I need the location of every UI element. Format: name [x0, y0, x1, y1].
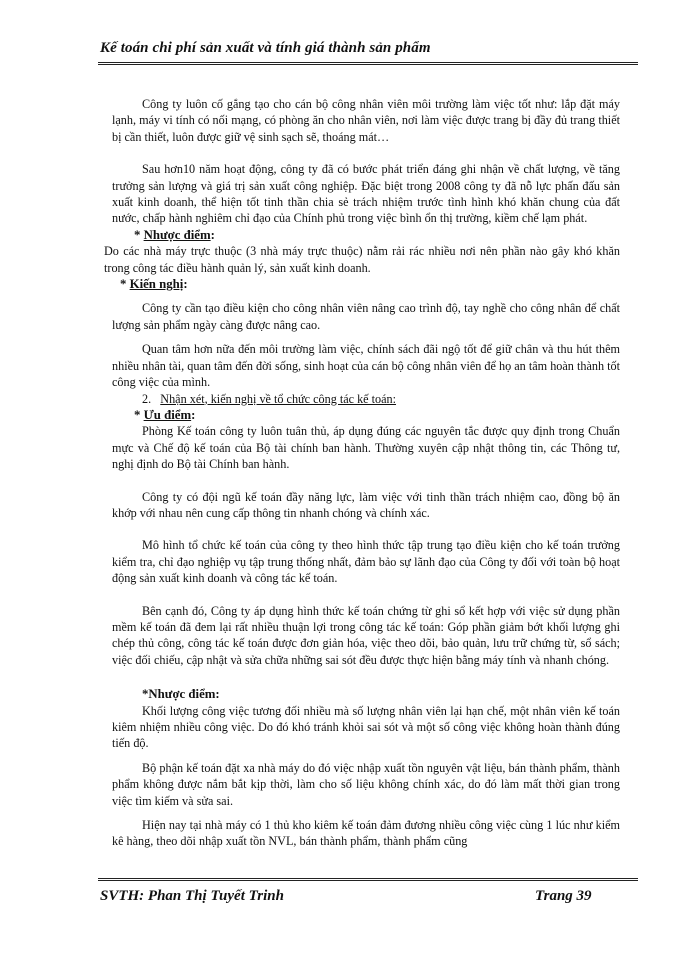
paragraph: Bộ phận kế toán đặt xa nhà máy do đó việc nhập xuất tồn nguyên vật liệu, bán thành phẩm, thành phẩm không được nắm bắt kịp thời, làm cho số liệu không chính xác, do đó làm mất thời gian trong việc tìm kiếm và sửa sai. [112, 760, 620, 808]
paragraph: Bên cạnh đó, Công ty áp dụng hình thức kế toán chứng từ ghi sổ kết hợp với việc sử dụng phần mềm kế toán đã đem lại rất nhiều thuận lợi trong công tác kế toán: Góp phần giảm bớt khối lượng ghi chép thủ công, công tác kế toán được đơn giản hóa, việc theo dõi, bảo quản, lưu trữ chứng từ, sổ sách; việc đối chiếu, cập nhật và sửa chữa những sai sót đều được thực hiện bằng máy tính và nhanh chóng. [112, 603, 620, 667]
paragraph: Công ty cần tạo điều kiện cho công nhân viên nâng cao trình độ, tay nghề cho công nhân để chất lượng sản phẩm ngày càng được nâng cao. [112, 301, 620, 332]
paragraph: Quan tâm hơn nữa đến môi trường làm việc, chính sách đãi ngộ tốt để giữ chân và thu hút thêm nhiều nhân tài, quan tâm đến đời sống, sinh hoạt của cán bộ công nhân viên để họ an tâm hoàn thành tốt công việc của mình. [112, 342, 620, 390]
paragraph: Công ty có đội ngũ kế toán đầy năng lực, làm việc với tinh thần trách nhiệm cao, đồng bộ ăn khớp với nhau nên cung cấp thông tin nhanh chóng và chính xác. [112, 489, 620, 520]
paragraph: Công ty luôn cố gắng tạo cho cán bộ công nhân viên môi trường làm việc tốt như: lắp đặt máy lạnh, máy vi tính có nối mạng, có phòng ăn cho nhân viên, nơi làm việc được trang bị đầy đủ trang thiết bị cần thiết, luôn được giữ vệ sinh sạch sẽ, thoáng mát… [112, 97, 620, 144]
document-body [104, 96, 620, 850]
paragraph: Mô hình tổ chức kế toán của công ty theo hình thức tập trung tạo điều kiện cho kế toán trưởng kiểm tra, chỉ đạo nghiệp vụ tập trung thống nhất, đảm bảo sự lãnh đạo của Công ty đối với toàn bộ hoạt động sản xuất kinh doanh và công tác kế toán. [112, 538, 620, 586]
paragraph: Khối lượng công việc tương đối nhiều mà số lượng nhân viên lại hạn chế, một nhân viên kế toán kiêm nhiệm nhiều công việc. Do đó khó tránh khỏi sai sót và một số công việc không hoàn thành đúng tiến độ. [112, 703, 620, 751]
header-divider [98, 62, 638, 65]
footer-divider [98, 878, 638, 881]
footer-author: SVTH: Phan Thị Tuyết Trinh [100, 888, 284, 904]
paragraph: Do các nhà máy trực thuộc (3 nhà máy trực thuộc) nằm rải rác nhiều nơi nên phần nào gây khó khăn trong công tác điều hành quản lý, sản xuất kinh doanh. [104, 244, 620, 275]
header-title: Kế toán chi phí sản xuất và tính giá thành sản phẩm [100, 40, 431, 56]
paragraph: Sau hơn10 năm hoạt động, công ty đã có bước phát triển đáng ghi nhận về chất lượng, về tăng trưởng sản lượng và giá trị sản xuất công nghiệp. Đặc biệt trong 2008 công ty đã nỗ lực phấn đấu sản xuất kinh doanh, thể hiện tốt tinh thần chia sẻ trách nhiệm trước tình hình khó khăn chung của đất nước, chấp hành nghiêm chỉ đạo của Chính phủ trong việc bình ổn thị trường, kiềm chế lạm phát. [112, 162, 620, 226]
heading-nhuoc-diem-2: *Nhược điểm: [142, 687, 220, 702]
heading-kien-nghi: * Kiến nghị: [120, 277, 188, 292]
heading-nhuoc-diem-1: * Nhược điểm: [134, 227, 215, 242]
footer-page-number: Trang 39 [535, 888, 592, 904]
section-item-2: 2. Nhận xét, kiến nghị về tổ chức công tác kế toán: [142, 391, 397, 406]
paragraph: Phòng Kế toán công ty luôn tuân thủ, áp dụng đúng các nguyên tắc được quy định trong Chuẩn mực và Chế độ kế toán của Bộ tài chính ban hành. Thường xuyên cập nhật thông tin, các Thông tư, nghị định do Bộ tài Chính ban hành. [112, 424, 620, 472]
paragraph: Hiện nay tại nhà máy có 1 thủ kho kiêm kế toán đảm đương nhiều công việc cùng 1 lúc như kiểm kê hàng, theo dõi nhập xuất tồn NVL, bán thành phẩm, thành phẩm cũng [112, 818, 620, 849]
heading-uu-diem: * Ưu điểm: [134, 407, 196, 422]
